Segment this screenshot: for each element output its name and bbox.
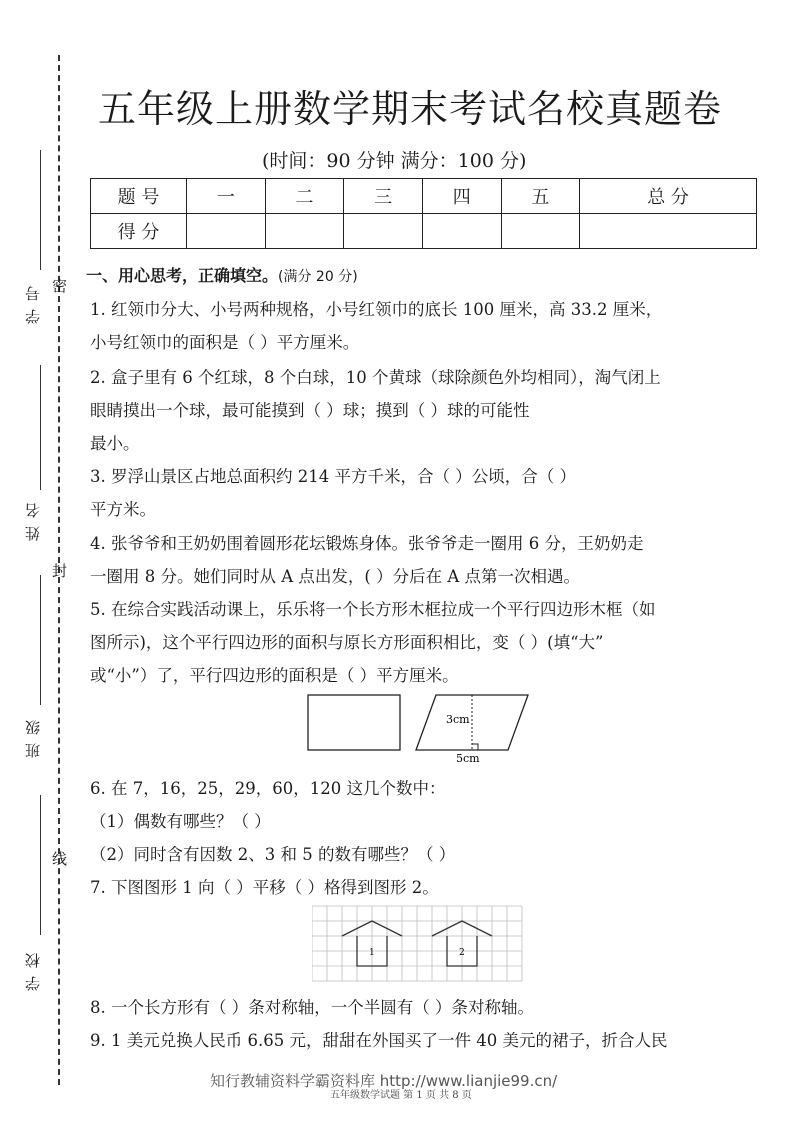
- question-line: 8. 一个长方形有（ ）条对称轴，一个半圆有（ ）条对称轴。: [90, 998, 534, 1017]
- score-cell[interactable]: [501, 214, 580, 249]
- seal-feng: 封: [52, 562, 68, 580]
- exam-info: (时间：90 分钟 满分：100 分): [262, 150, 527, 172]
- question-line: 4. 张爷爷和王奶奶围着圆形花坛锻炼身体。张爷爷走一圈用 6 分，王奶奶走: [90, 534, 644, 553]
- header-cell: 一: [187, 179, 266, 214]
- question-line: 6. 在 7，16，25，29，60，120 这几个数中：: [90, 779, 446, 798]
- rectangle-shape: [308, 695, 400, 750]
- score-cell[interactable]: [344, 214, 423, 249]
- header-cell: 四: [422, 179, 501, 214]
- question-line: 最小。: [90, 434, 140, 453]
- watermark-text: 知行教辅资料学霸资料库 http://www.lianjie99.cn/: [210, 1072, 558, 1090]
- class-blank: [40, 575, 41, 705]
- student-id-blank: [40, 150, 41, 270]
- question-line: 9. 1 美元兑换人民币 6.65 元，甜甜在外国买了一件 40 美元的裙子，折合人民: [90, 1031, 668, 1050]
- question-line: （2）同时含有因数 2、3 和 5 的数有哪些？（ ）: [90, 845, 456, 864]
- question-line: 2. 盒子里有 6 个红球，8 个白球，10 个黄球（球除颜色外均相同），淘气闭上: [90, 368, 661, 387]
- page-title: 五年级上册数学期末考试名校真题卷: [98, 87, 723, 131]
- score-table-header-row: [91, 179, 757, 214]
- page-number: 五年级数学试题 第 1 页 共 8 页: [330, 1090, 472, 1101]
- header-cell: 总 分: [580, 179, 757, 214]
- question-line: 5. 在综合实践活动课上，乐乐将一个长方形木框拉成一个平行四边形木框（如: [90, 600, 656, 619]
- header-cell: 二: [265, 179, 344, 214]
- score-cell[interactable]: [580, 214, 757, 249]
- height-label: 3cm: [446, 713, 470, 726]
- score-cell[interactable]: [265, 214, 344, 249]
- rectangle-parallelogram-figure: [300, 690, 540, 765]
- seal-xian: 线: [52, 850, 68, 868]
- score-cell[interactable]: [422, 214, 501, 249]
- name-label: 姓名: [24, 495, 42, 541]
- header-cell: 题 号: [91, 179, 187, 214]
- question-line: 7. 下图图形 1 向（ ）平移（ ）格得到图形 2。: [90, 878, 439, 897]
- name-blank: [40, 365, 41, 490]
- section-score-note: (满分 20 分): [278, 269, 358, 285]
- question-line: 一圈用 8 分。她们同时从 A 点出发，( ）分后在 A 点第一次相遇。: [90, 567, 580, 586]
- grid-lines: [312, 906, 522, 981]
- question-line: 图所示)，这个平行四边形的面积与原长方形面积相比，变（ ）(填“大”: [90, 633, 604, 652]
- seal-mi: 密: [52, 277, 68, 295]
- section-heading: [86, 263, 358, 286]
- section-title: 一、用心思考，正确填空。: [86, 266, 279, 285]
- shape-1-label: 1: [369, 948, 375, 958]
- school-label: 学校: [24, 945, 42, 991]
- row-label-cell: 得 分: [91, 214, 187, 249]
- shape-2-label: 2: [459, 948, 465, 958]
- student-id-label: 学号: [24, 278, 42, 324]
- header-cell: 三: [344, 179, 423, 214]
- question-line: 或“小”）了，平行四边形的面积是（ ）平方厘米。: [90, 666, 459, 685]
- right-angle-mark: [472, 744, 478, 750]
- base-label: 5cm: [456, 752, 480, 765]
- question-line: 眼睛摸出一个球，最可能摸到（ ）球；摸到（ ）球的可能性: [90, 401, 530, 420]
- score-table-score-row: [91, 214, 757, 249]
- score-cell[interactable]: [187, 214, 266, 249]
- question-line: 1. 红领巾分大、小号两种规格，小号红领巾的底长 100 厘米，高 33.2 厘米，: [90, 300, 663, 319]
- class-label: 班级: [24, 712, 42, 758]
- question-line: 小号红领巾的面积是（ ）平方厘米。: [90, 333, 360, 352]
- score-table: [90, 178, 757, 249]
- school-blank: [40, 795, 41, 935]
- question-line: （1）偶数有哪些？（ ）: [90, 812, 271, 831]
- header-cell: 五: [501, 179, 580, 214]
- question-line: 平方米。: [90, 500, 156, 519]
- translation-grid-figure: [312, 905, 524, 983]
- question-line: 3. 罗浮山景区占地总面积约 214 平方千米，合（ ）公顷，合（ ）: [90, 467, 576, 486]
